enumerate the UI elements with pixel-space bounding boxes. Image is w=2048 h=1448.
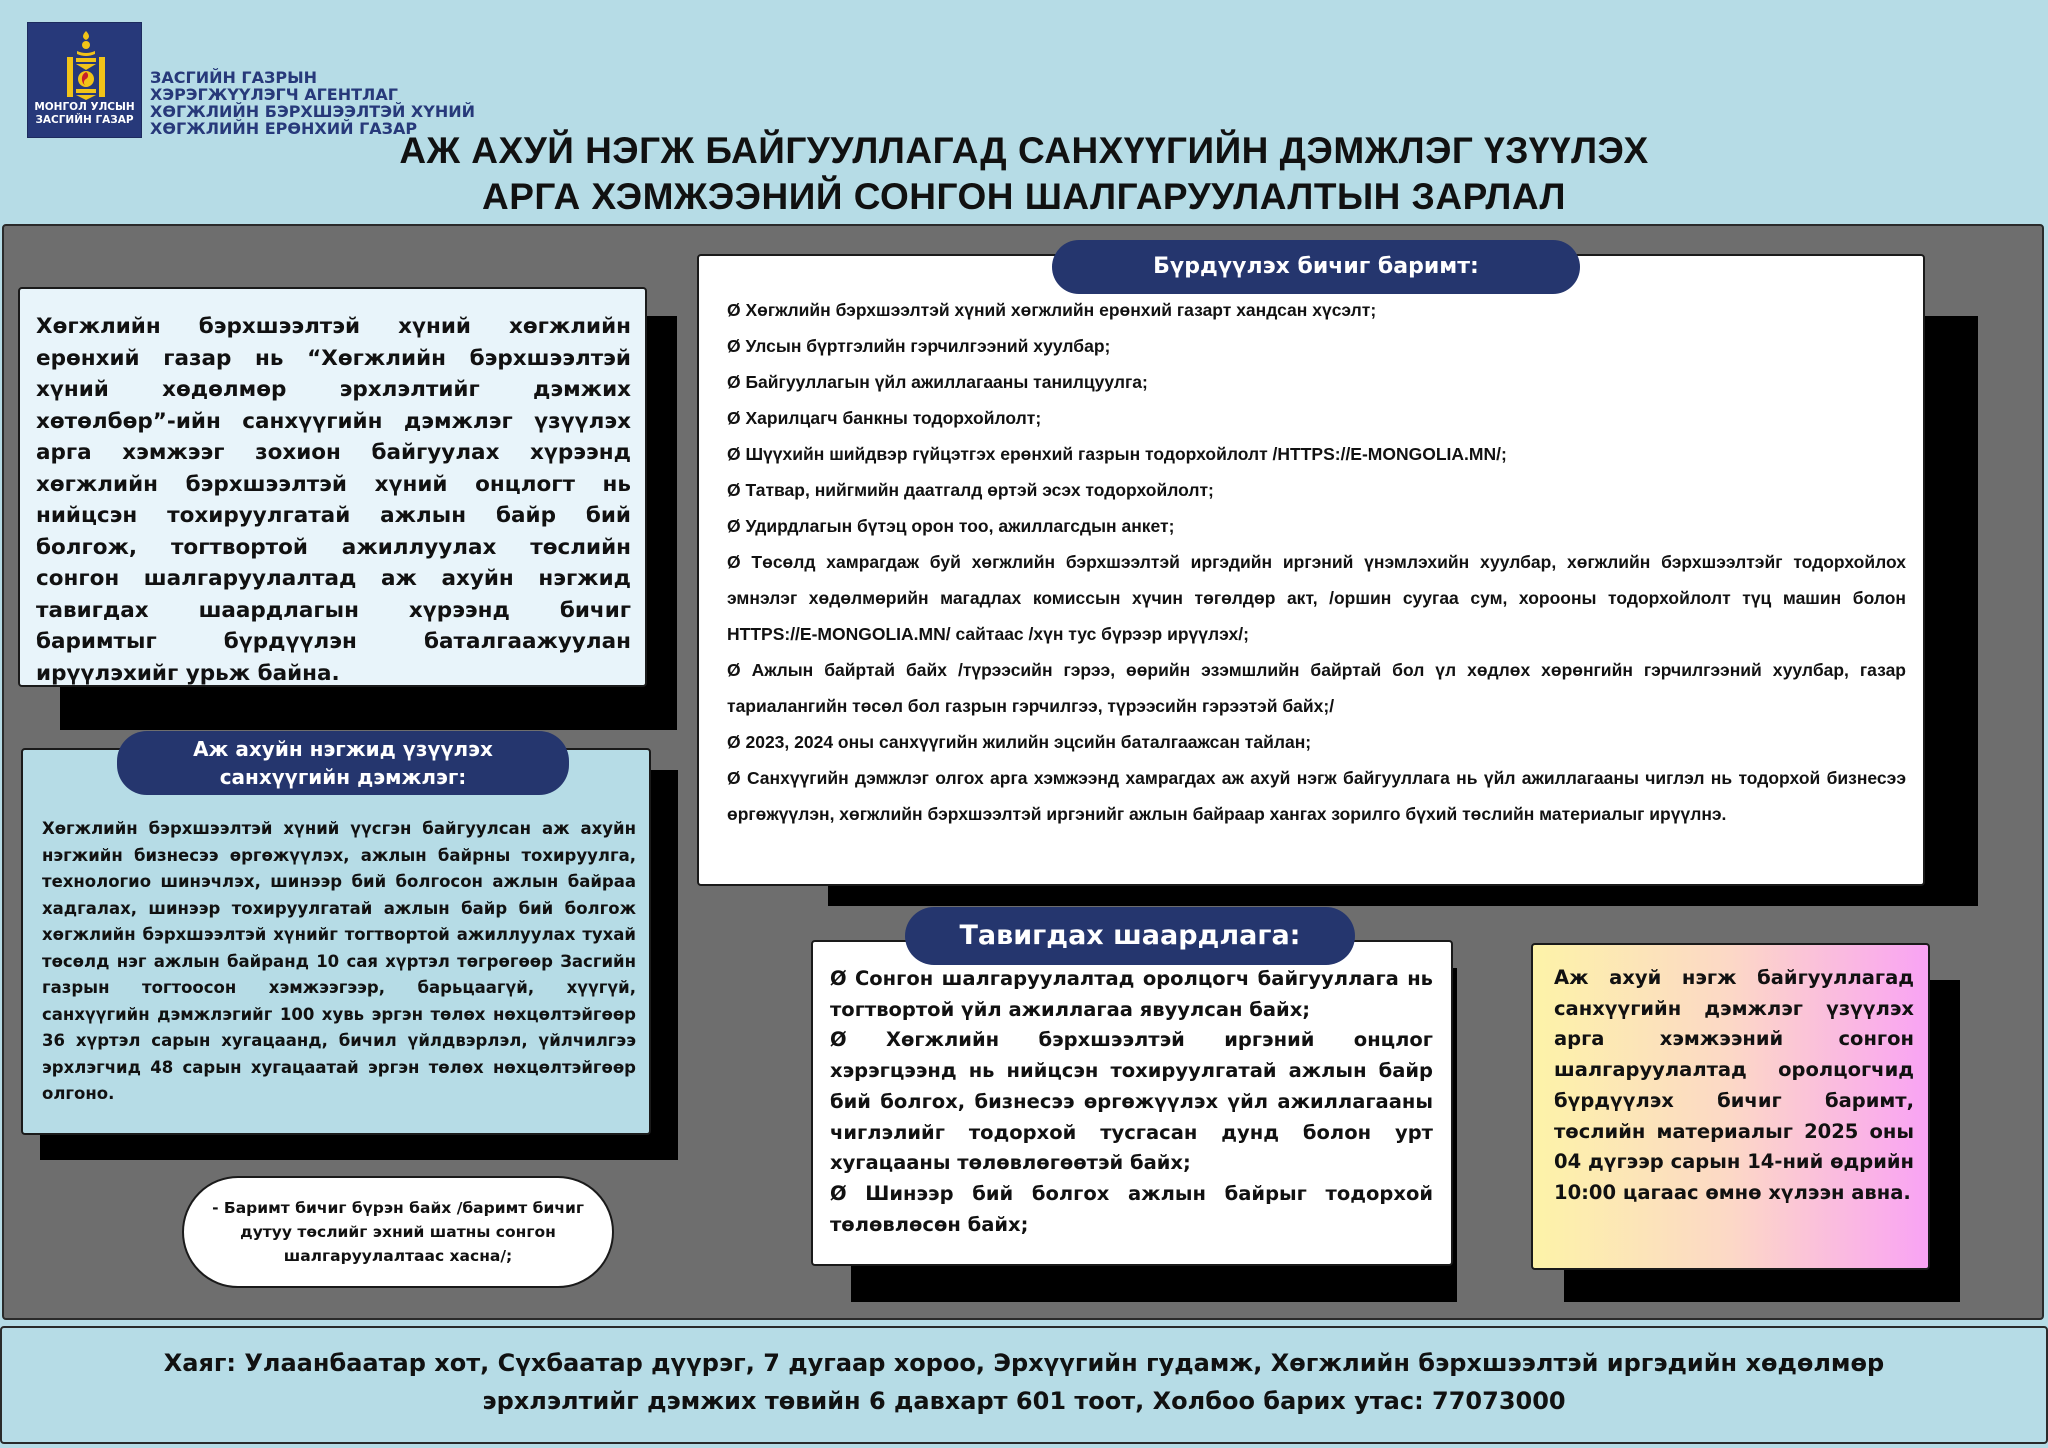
page-title [0,128,2048,220]
support-heading: Аж ахуйн нэгжид үзүүлэх санхүүгийн дэмжлэг: [117,731,569,795]
agency-line: ХЭРЭГЖҮҮЛЭГЧ АГЕНТЛАГ [150,85,398,104]
requirement-item: Ø Сонгон шалгаруулалтад оролцогч байгууллага нь тогтвортой үйл ажиллагаа явуулсан байх; [830,967,1433,1021]
agency-line: ЗАСГИЙН ГАЗРЫН [150,68,318,87]
footer-address [0,1326,2048,1444]
document-item: Ø Ажлын байртай байх /түрээсийн гэрээ, өөрийн эзэмшлийн байртай бол үл хөдлөх хөрөнгийн гэрчилгээний хуулбар, газар тариалангийн төсөл бол газрын гэрчилгээ, түрээсийн гэрээтэй байх;/ [727,660,1906,716]
government-logo [27,22,142,138]
requirements-card [811,940,1453,1266]
logo-caption: МОНГОЛ УЛСЫН ЗАСГИЙН ГАЗАР [34,101,135,126]
deadline-card [1531,943,1930,1270]
requirement-item: Ø Шинээр бий болгох ажлын байрыг тодорхой төлөвлөсөн байх; [830,1181,1433,1236]
documents-list [727,292,1906,832]
requirements-heading: Тавигдах шаардлага: [905,907,1355,965]
note-oval [182,1176,614,1288]
agency-line: ХӨГЖЛИЙН БЭРХШЭЭЛТЭЙ ХҮНИЙ [150,102,475,121]
agency-name [150,69,475,137]
documents-card [697,254,1925,886]
document-item: Ø Харилцагч банкны тодорхойлолт; [727,408,1042,428]
intro-card [18,287,647,687]
requirements-list [830,964,1433,1240]
document-item: Ø 2023, 2024 оны санхүүгийн жилийн эцсийн баталгаажсан тайлан; [727,732,1312,752]
agency-line: ХӨГЖЛИЙН ЕРӨНХИЙ ГАЗАР [150,119,418,138]
footer-line: Хаяг: Улаанбаатар хот, Сүхбаатар дүүрэг, 7 дугаар хороо, Эрхүүгийн гудамж, Хөгжлийн бэрхшээлтэй иргэдийн хөдөлмөр [163,1349,1885,1377]
support-card [21,748,651,1135]
document-item: Ø Байгууллагын үйл ажиллагааны танилцуулга; [727,372,1148,392]
requirement-item: Ø Хөгжлийн бэрхшээлтэй иргэний онцлог хэрэгцээнд нь нийцсэн тохируулгатай ажлын байр бий болгох, бизнесээ өргөжүүлэх үйл ажиллагааны чиглэлийг тодорхой тусгасан дунд болон урт хугацааны төлөвлөгөөтэй байх; [830,1028,1433,1175]
note-text: - Баримт бичиг бүрэн байх /баримт бичиг дутуу төслийг эхний шатны сонгон шалгаруулалтаас хасна/; [212,1199,584,1265]
footer-line: эрхлэлтийг дэмжих төвийн 6 давхарт 601 тоот, Холбоо барих утас: 77073000 [482,1387,1566,1415]
document-item: Ø Шүүхийн шийдвэр гүйцэтгэх ерөнхий газрын тодорхойлолт /HTTPS://E-MONGOLIA.MN/; [727,444,1507,464]
document-item: Ø Хөгжлийн бэрхшээлтэй хүний хөгжлийн ерөнхий газарт хандсан хүсэлт; [727,300,1377,320]
title-line: АРГА ХЭМЖЭЭНИЙ СОНГОН ШАЛГАРУУЛАЛТЫН ЗАРЛАЛ [481,176,1567,217]
title-line: АЖ АХУЙ НЭГЖ БАЙГУУЛЛАГАД САНХҮҮГИЙН ДЭМЖЛЭГ ҮЗҮҮЛЭХ [399,130,1649,171]
documents-heading: Бүрдүүлэх бичиг баримт: [1052,240,1580,294]
document-item: Ø Улсын бүртгэлийн гэрчилгээний хуулбар; [727,336,1111,356]
document-item: Ø Төсөлд хамрагдаж буй хөгжлийн бэрхшээлтэй иргэдийн иргэний үнэмлэхийн хуулбар, хөгжлийн бэрхшээлтэйг тодорхойлох эмнэлэг хөдөлмөрийн магадлах комиссын хүчин төгөлдөр акт, /оршин суугаа сум, хорооны тодорхойлолт түц машин болон HTTPS://E-MONGOLIA.MN/ сайтаас /хүн тус бүрээр ирүүлэх/; [727,552,1906,644]
document-item: Ø Удирдлагын бүтэц орон тоо, ажиллагсдын анкет; [727,516,1175,536]
intro-text: Хөгжлийн бэрхшээлтэй хүний хөгжлийн ерөнхий газар нь “Хөгжлийн бэрхшээлтэй хүний хөдөлмөр эрхлэлтийг дэмжих хөтөлбөр”-ийн санхүүгийн дэмжлэг үзүүлэх арга хэмжээг зохион байгуулах хүрээнд хөгжлийн бэрхшээлтэй хүний онцлогт нь нийцсэн тохируулгатай ажлын байр бий болгож, тогтвортой ажиллуулах төслийн сонгон шалгаруулалтад аж ахуйн нэгжид тавигдах шаардлагын хүрээнд бичиг баримтыг бүрдүүлэн баталгаажуулан ирүүлэхийг урьж байна. [36,314,631,686]
soyombo-emblem-icon [63,29,109,101]
document-item: Ø Татвар, нийгмийн даатгалд өртэй эсэх тодорхойлолт; [727,480,1214,500]
deadline-text: Аж ахуй нэгж байгууллагад санхүүгийн дэмжлэг үзүүлэх арга хэмжээний сонгон шалгаруулалтад оролцогчид бүрдүүлэх бичиг баримт, төслийн материалыг 2025 оны 04 дүгээр сарын 14-ний өдрийн 10:00 цагаас өмнө хүлээн авна. [1554,966,1914,1204]
document-item: Ø Санхүүгийн дэмжлэг олгох арга хэмжээнд хамрагдах аж ахуй нэгж байгууллага нь үйл ажиллагааны чиглэл нь тодорхой бизнесээ өргөжүүлэн, хөгжлийн бэрхшээлтэй иргэнийг ажлын байраар хангах зорилго бүхий төслийн материалыг ирүүлнэ. [727,768,1906,824]
support-text: Хөгжлийн бэрхшээлтэй хүний үүсгэн байгуулсан аж ахуйн нэгжийн бизнесээ өргөжүүлэх, ажлын байрны тохируулга, технологио шинэчлэх, шинээр бий болгосон ажлын байраа хадгалах, шинээр тохируулгатай ажлын байр бий болгож хөгжлийн бэрхшээлтэй хүнийг тогтвортой ажиллуулах тухай төсөлд нэг ажлын байранд 10 сая хүртэл төгрөгөөр Засгийн газрын тогтоосон хэмжээгээр, барьцаагүй, хүүгүй, санхүүгийн дэмжлэгийг 100 хувь эргэн төлөх нөхцөлтэйгөөр 36 хүртэл сарын хугацаанд, бичил үйлдвэрлэл, үйлчилгээ эрхлэгчид 48 сарын хугацаатай эргэн төлөх нөхцөлтэйгөөр олгоно. [42,819,636,1103]
